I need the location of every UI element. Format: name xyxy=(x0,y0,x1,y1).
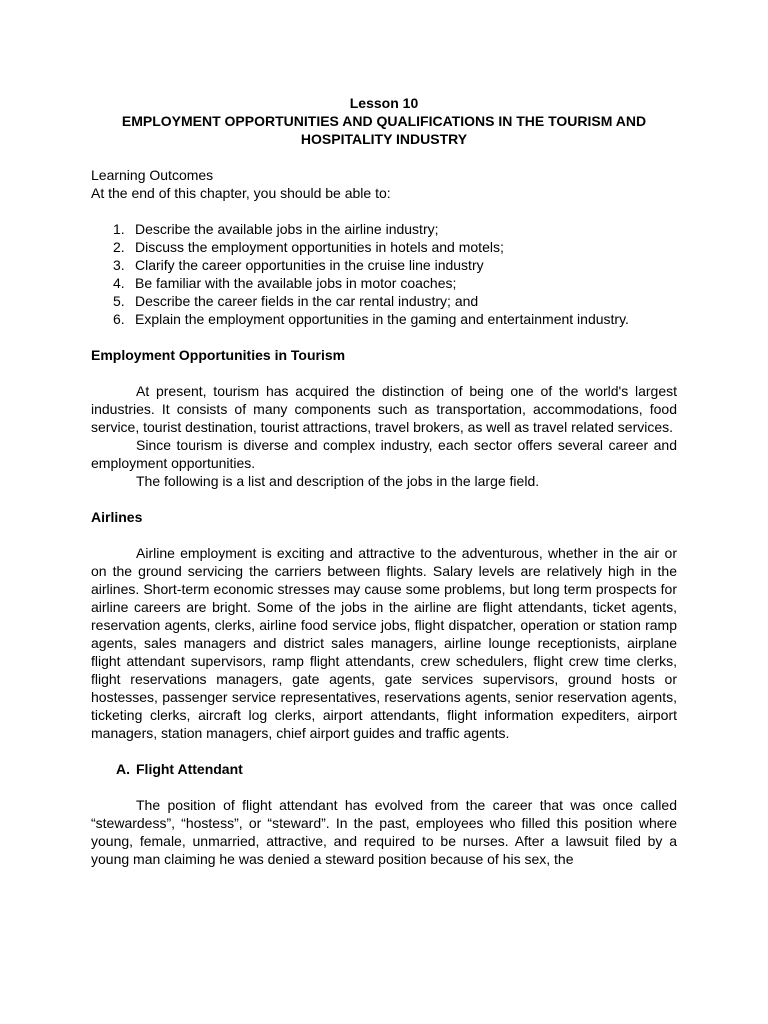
list-item-number: 2. xyxy=(113,239,125,255)
list-item-number: 6. xyxy=(113,311,125,327)
airlines-paragraph-1: Airline employment is exciting and attractive to the adventurous, whether in the air or on the ground servicing the carriers between flights. Salary levels are relatively high in the airlines. Short-term economic stresses may cause some problems, but long term prospects for airline careers are bright. Some of the jobs in the airline are flight attendants, ticket agents, reservation agents, clerks, airline food service jobs, flight dispatcher, operation or station ramp agents, sales managers and district sales managers, airline lounge receptionists, airplane flight attendant supervisors, ramp flight attendants, crew schedulers, flight crew time clerks, flight reservations managers, gate agents, gate services supervisors, ground hosts or hostesses, passenger service representatives, reservations agents, senior reservation agents, ticketing clerks, aircraft log clerks, airport attendants, flight information expediters, airport managers, station managers, chief airport guides and traffic agents. xyxy=(91,545,677,741)
lesson-header xyxy=(91,94,677,148)
list-item-text: Be familiar with the available jobs in motor coaches; xyxy=(135,275,457,291)
list-item xyxy=(91,292,677,310)
tourism-paragraph-2: Since tourism is diverse and complex industry, each sector offers several career and employment opportunities. xyxy=(91,437,677,471)
subsection-heading-flight-attendant xyxy=(91,760,677,778)
document-page xyxy=(91,94,677,868)
subsection-title: Flight Attendant xyxy=(136,761,243,777)
flight-attendant-paragraph-1: The position of flight attendant has evolved from the career that was once called “stewardess”, “hostess”, or “steward”. In the past, employees who filled this position where young, female, unmarried, attractive, and required to be nurses. After a lawsuit filed by a young man claiming he was denied a steward position because of his sex, the xyxy=(91,797,677,867)
tourism-paragraph-3: The following is a list and description of the jobs in the large field. xyxy=(136,473,540,489)
section-heading-airlines: Airlines xyxy=(91,509,143,525)
list-item xyxy=(91,220,677,238)
list-item-text: Describe the available jobs in the airline industry; xyxy=(135,221,439,237)
learning-outcomes-list xyxy=(91,220,677,328)
list-item-text: Clarify the career opportunities in the cruise line industry xyxy=(135,257,484,273)
list-item xyxy=(91,310,677,328)
list-item-number: 4. xyxy=(113,275,125,291)
list-item xyxy=(91,274,677,292)
list-item-text: Discuss the employment opportunities in hotels and motels; xyxy=(135,239,504,255)
list-item-number: 5. xyxy=(113,293,125,309)
lesson-number: Lesson 10 xyxy=(349,95,419,111)
lesson-title-line-1: EMPLOYMENT OPPORTUNITIES AND QUALIFICATIONS IN THE TOURISM AND xyxy=(121,113,647,129)
section-heading-tourism: Employment Opportunities in Tourism xyxy=(91,347,346,363)
list-item-text: Explain the employment opportunities in the gaming and entertainment industry. xyxy=(135,311,629,327)
list-item xyxy=(91,256,677,274)
subsection-letter: A. xyxy=(116,761,130,777)
tourism-paragraph-1: At present, tourism has acquired the distinction of being one of the world's largest industries. It consists of many components such as transportation, accommodations, food service, tourist destination, tourist attractions, travel brokers, as well as travel related services. xyxy=(91,383,677,435)
list-item-number: 3. xyxy=(113,257,125,273)
list-item xyxy=(91,238,677,256)
learning-outcomes-label: Learning Outcomes xyxy=(91,167,214,183)
list-item-text: Describe the career fields in the car rental industry; and xyxy=(135,293,479,309)
lesson-title-line-2: HOSPITALITY INDUSTRY xyxy=(300,131,468,147)
list-item-number: 1. xyxy=(113,221,125,237)
learning-outcomes-intro: At the end of this chapter, you should be able to: xyxy=(91,185,391,201)
